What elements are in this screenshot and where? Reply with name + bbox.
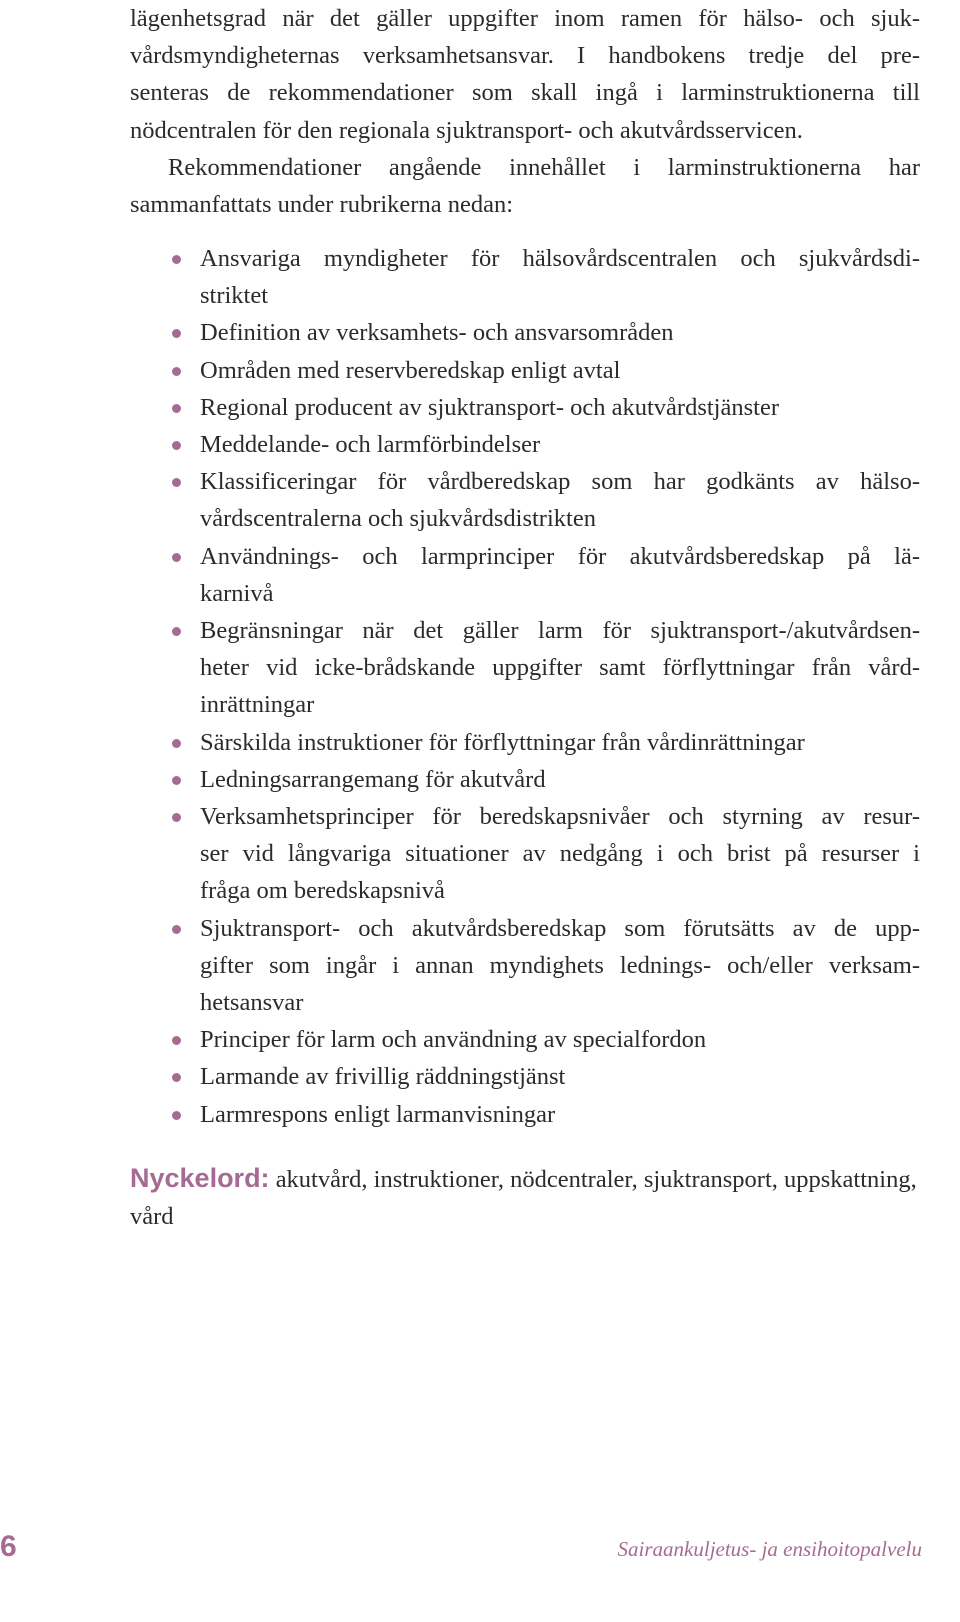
bullet-icon <box>172 1073 181 1082</box>
list-item-line: fråga om beredskapsnivå <box>200 877 445 905</box>
bullet-icon <box>172 441 181 450</box>
list-item-line: heter vid icke-brådskande uppgifter samt förflyttningar från vård- <box>200 654 920 682</box>
list-item-line: Sjuktransport- och akutvårdsberedskap som förutsätts av de upp- <box>200 914 920 942</box>
bullet-icon <box>172 1036 181 1045</box>
list-item <box>130 389 920 426</box>
list-item <box>130 1096 920 1133</box>
bullet-icon <box>172 925 181 934</box>
bullet-icon <box>172 553 181 562</box>
list-item <box>130 910 920 1022</box>
list-item-line: karnivå <box>200 579 274 607</box>
list-item-line: Begränsningar när det gäller larm för sjuktransport-/akutvårdsen- <box>200 617 920 645</box>
list-item-line: Områden med reservberedskap enligt avtal <box>200 356 621 384</box>
list-item-line: hetsansvar <box>200 989 304 1017</box>
list-item <box>130 612 920 724</box>
bullet-icon <box>172 776 181 785</box>
list-item <box>130 538 920 612</box>
bullet-icon <box>172 404 181 413</box>
intro-line: Rekommendationer angående innehållet i larminstruktionerna har <box>168 153 920 181</box>
list-item-line: Ledningsarrangemang för akutvård <box>200 765 546 793</box>
list-item <box>130 352 920 389</box>
bullet-icon <box>172 627 181 636</box>
list-item-line: Meddelande- och larmförbindelser <box>200 431 541 459</box>
list-item <box>130 314 920 351</box>
bullet-icon <box>172 813 181 822</box>
list-item-line: ser vid långvariga situationer av nedgång i och brist på resurser i <box>200 840 920 868</box>
intro-line: lägenhetsgrad när det gäller uppgifter inom ramen för hälso- och sjuk- <box>130 5 920 32</box>
intro-line: sammanfattats under rubrikerna nedan: <box>130 191 514 219</box>
keywords-text: akutvård, instruktioner, nödcentraler, sjuktransport, uppskattning, vård <box>130 1166 917 1231</box>
intro-paragraph <box>130 0 920 223</box>
intro-line: nödcentralen för den regionala sjuktransport- och akutvårdsservicen. <box>130 116 803 144</box>
list-item-line: Verksamhetsprinciper för beredskapsnivåer och styrning av resur- <box>200 803 920 831</box>
bullet-icon <box>172 367 181 376</box>
list-item-line: Ansvariga myndigheter för hälsovårdscentralen och sjukvårdsdi- <box>200 245 920 272</box>
keywords-label: Nyckelord: <box>130 1163 270 1193</box>
bullet-icon <box>172 329 181 338</box>
list-item-line: Larmrespons enligt larmanvisningar <box>200 1100 556 1128</box>
recommendations-list <box>130 240 920 1133</box>
list-item <box>130 761 920 798</box>
list-item <box>130 426 920 463</box>
list-item-line: Användnings- och larmprinciper för akutvårdsberedskap på lä- <box>200 542 920 570</box>
list-item-line: Klassificeringar för vårdberedskap som har godkänts av hälso- <box>200 468 920 496</box>
intro-line: senteras de rekommendationer som skall ingå i larminstruktionerna till <box>130 79 920 107</box>
list-item-line: Principer för larm och användning av specialfordon <box>200 1026 707 1054</box>
intro-line: vårdsmyndigheternas verksamhetsansvar. I handbokens tredje del pre- <box>130 42 920 70</box>
list-item-line: striktet <box>200 282 269 310</box>
list-item <box>130 240 920 314</box>
bullet-icon <box>172 255 181 264</box>
page-body <box>130 0 920 1128</box>
list-item-line: Regional producent av sjuktransport- och akutvårdstjänster <box>200 393 779 421</box>
list-item <box>130 463 920 537</box>
list-item-line: gifter som ingår i annan myndighets lednings- och/eller verksam- <box>200 951 920 979</box>
list-item <box>130 724 920 761</box>
list-item <box>130 1021 920 1058</box>
list-item-line: Larmande av frivillig räddningstjänst <box>200 1063 566 1091</box>
list-item <box>130 798 920 910</box>
bullet-icon <box>172 1111 181 1120</box>
list-item-line: vårdscentralerna och sjukvårdsdistrikten <box>200 505 596 533</box>
bullet-icon <box>172 739 181 748</box>
running-footer-title: Sairaankuljetus- ja ensihoitopalvelu <box>617 1537 922 1561</box>
list-item-line: inrättningar <box>200 691 315 719</box>
list-item <box>130 1058 920 1095</box>
list-item-line: Särskilda instruktioner för förflyttningar från vårdinrättningar <box>200 728 805 756</box>
keywords-paragraph <box>130 1160 920 1235</box>
page-number: 6 <box>0 1530 17 1563</box>
list-item-line: Definition av verksamhets- och ansvarsområden <box>200 319 674 347</box>
bullet-icon <box>172 478 181 487</box>
